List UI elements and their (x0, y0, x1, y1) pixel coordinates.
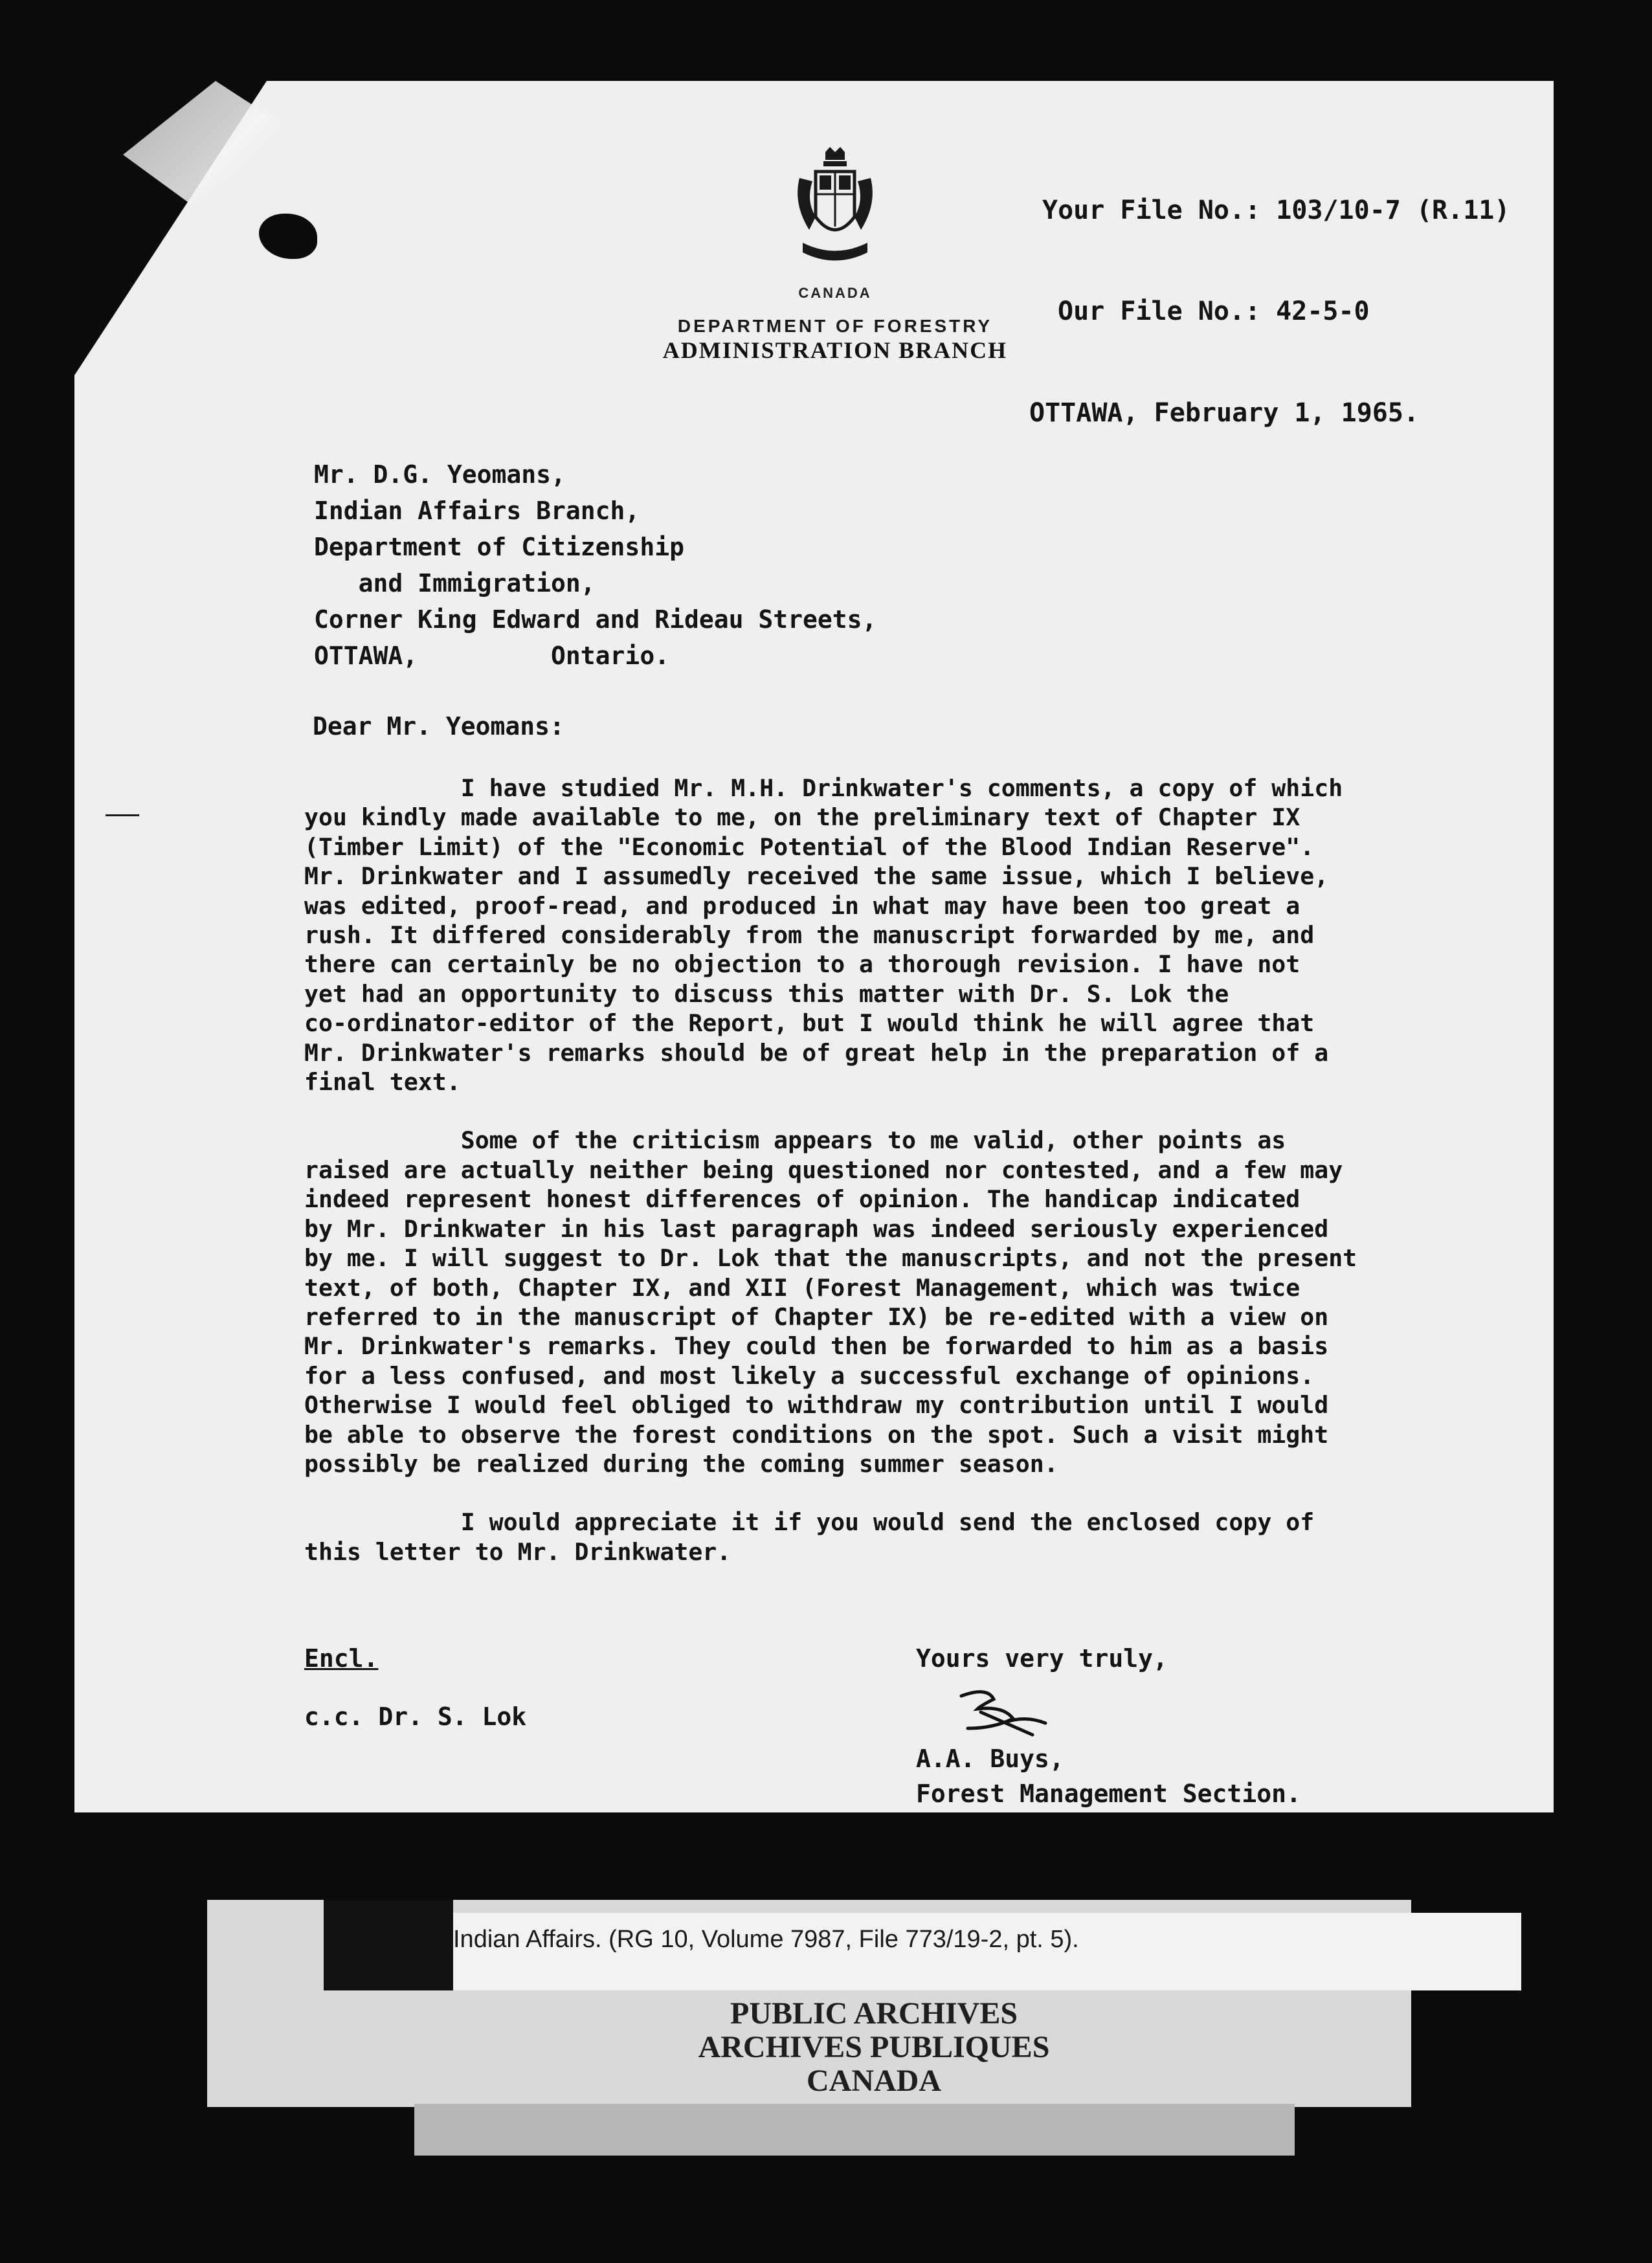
letterhead-country: CANADA (798, 285, 872, 301)
address-line: Department of Citizenship (314, 533, 684, 561)
paragraph-2 (304, 1126, 1476, 1478)
archive-citation: Indian Affairs. (RG 10, Volume 7987, File 773/19-2, pt. 5). (453, 1926, 1079, 1953)
body-line: by Mr. Drinkwater in his last paragraph was indeed seriously experienced (304, 1214, 1329, 1243)
stamp-line: PUBLIC ARCHIVES (730, 1996, 1018, 2031)
body-line: for a less confused, and most likely a successful exchange of opinions. (304, 1361, 1315, 1390)
body-line: this letter to Mr. Drinkwater. (304, 1537, 731, 1566)
signer-section: Forest Management Section. (916, 1779, 1301, 1808)
body-line: Otherwise I would feel obliged to withdraw my contribution until I would (304, 1391, 1329, 1420)
body-line: I have studied Mr. M.H. Drinkwater's comments, a copy of which (304, 774, 1343, 802)
body-line: I would appreciate it if you would send the enclosed copy of (304, 1508, 1315, 1537)
margin-mark (106, 814, 139, 816)
body-line: referred to in the manuscript of Chapter IX) be re-edited with a view on (304, 1302, 1329, 1331)
recipient-address (314, 456, 876, 674)
enclosure-note: Encl. (304, 1644, 379, 1673)
file-numbers (1042, 126, 1510, 362)
body-line: final text. (304, 1068, 461, 1097)
slip-dark-strip (324, 1900, 453, 1990)
letter-body (304, 774, 1476, 1596)
paragraph-1 (304, 774, 1476, 1097)
body-line: (Timber Limit) of the "Economic Potential of the Blood Indian Reserve". (304, 832, 1315, 861)
body-line: indeed represent honest differences of opinion. The handicap indicated (304, 1185, 1300, 1214)
body-line: by me. I will suggest to Dr. Lok that the manuscripts, and not the present (304, 1244, 1357, 1273)
dateline: OTTAWA, February 1, 1965. (1029, 398, 1420, 428)
body-line: raised are actually neither being questioned nor contested, and a few may (304, 1155, 1343, 1184)
body-line: yet had an opportunity to discuss this matter with Dr. S. Lok the (304, 979, 1229, 1008)
address-line: Mr. D.G. Yeomans, (314, 460, 566, 489)
body-line: there can certainly be no objection to a thorough revision. I have not (304, 950, 1300, 979)
address-line: OTTAWA, Ontario. (314, 641, 670, 670)
body-line: possibly be realized during the coming summer season. (304, 1449, 1058, 1478)
body-line: Mr. Drinkwater's remarks. They could then be forwarded to him as a basis (304, 1332, 1329, 1361)
body-line: you kindly made available to me, on the preliminary text of Chapter IX (304, 803, 1300, 832)
body-line: Some of the criticism appears to me valid, other points as (304, 1126, 1286, 1155)
salutation: Dear Mr. Yeomans: (313, 712, 564, 741)
body-line: Mr. Drinkwater's remarks should be of great help in the preparation of a (304, 1038, 1329, 1067)
our-file-no: Our File No.: 42-5-0 (1058, 296, 1370, 326)
slip-bottom-edge (414, 2104, 1295, 2156)
address-line: Corner King Edward and Rideau Streets, (314, 605, 877, 634)
address-line: and Immigration, (314, 569, 596, 597)
body-line: co-ordinator-editor of the Report, but I would think he will agree that (304, 1009, 1315, 1038)
coat-of-arms-icon (790, 146, 880, 275)
stamp-line: CANADA (807, 2064, 941, 2098)
letterhead-branch: ADMINISTRATION BRANCH (662, 337, 1008, 363)
archive-stamp (583, 1997, 1165, 2098)
signer-name: A.A. Buys, (916, 1745, 1064, 1773)
letterhead-department: DEPARTMENT OF FORESTRY (677, 316, 993, 336)
body-line: Mr. Drinkwater and I assumedly received the same issue, which I believe, (304, 862, 1329, 891)
stamp-line: ARCHIVES PUBLIQUES (698, 2030, 1050, 2064)
paragraph-3 (304, 1508, 1476, 1566)
body-line: text, of both, Chapter IX, and XII (Forest Management, which was twice (304, 1273, 1300, 1302)
address-line: Indian Affairs Branch, (314, 496, 640, 525)
your-file-no: Your File No.: 103/10-7 (R.11) (1042, 195, 1510, 225)
cc-line: c.c. Dr. S. Lok (304, 1702, 527, 1731)
signer-block (916, 1741, 1301, 1811)
body-line: was edited, proof-read, and produced in what may have been too great a (304, 891, 1300, 920)
body-line: rush. It differed considerably from the manuscript forwarded by me, and (304, 921, 1315, 950)
closing: Yours very truly, (916, 1644, 1168, 1673)
body-line: be able to observe the forest conditions on the spot. Such a visit might (304, 1420, 1329, 1449)
